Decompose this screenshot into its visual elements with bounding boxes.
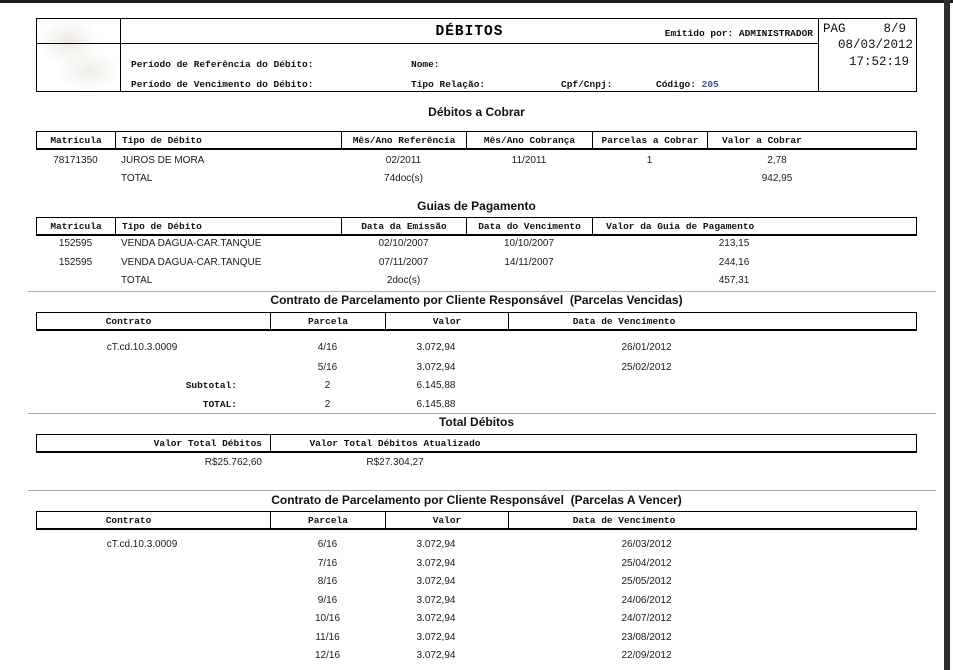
cell-total-label: TOTAL: xyxy=(202,398,237,410)
emitted-by-label: Emitido por: ADMINISTRADOR xyxy=(664,28,813,39)
table-row xyxy=(36,338,917,356)
cell-tipo-debito: JUROS DE MORA xyxy=(121,154,205,166)
cell-subtotal-count: 2 xyxy=(324,380,331,391)
cell-parcela: 8/16 xyxy=(317,575,338,587)
cell-total-label: TOTAL xyxy=(121,172,153,184)
table-row xyxy=(36,151,917,169)
cell-subtotal-label: Subtotal: xyxy=(185,380,237,391)
cell-matricula: 78171350 xyxy=(53,154,98,166)
section-divider xyxy=(28,291,936,292)
table-row xyxy=(36,591,917,609)
cell-data-vencimento: 26/01/2012 xyxy=(621,341,672,353)
cell-parcela: 7/16 xyxy=(317,557,338,569)
debitos-a-cobrar-header-row xyxy=(36,131,917,150)
cell-total-valor: 942,95 xyxy=(761,172,793,184)
column-header-contrato: Contrato xyxy=(37,313,271,329)
cell-tipo-debito: VENDA DAGUA-CAR.TANQUE xyxy=(121,256,262,268)
table-total-row xyxy=(36,169,917,187)
cell-data-vencimento: 10/10/2007 xyxy=(503,237,555,249)
table-row xyxy=(36,554,917,572)
cell-data-vencimento: 24/07/2012 xyxy=(621,612,672,624)
table-row xyxy=(36,253,917,271)
cell-contrato: cT.cd.10.3.0009 xyxy=(106,538,178,550)
cell-total-valor: 457,31 xyxy=(718,274,750,286)
codigo-value: 205 xyxy=(701,79,719,90)
report-title: DÉBITOS xyxy=(435,24,504,40)
section-title-debitos-a-cobrar: Débitos a Cobrar xyxy=(428,105,525,119)
header-divider-line xyxy=(37,43,818,44)
cell-matricula: 152595 xyxy=(58,256,93,268)
field-nome: Nome: xyxy=(411,59,440,70)
field-tipo-relacao: Tipo Relação: xyxy=(411,79,486,90)
report-time: 17:52:19 xyxy=(848,55,909,69)
codigo-label: Código: xyxy=(656,79,696,90)
parcelas-vencidas-header-row xyxy=(36,312,917,331)
table-row xyxy=(36,646,917,664)
cell-contrato: cT.cd.10.3.0009 xyxy=(106,341,178,353)
section-title-total-debitos: Total Débitos xyxy=(438,415,515,429)
column-header-valor: Valor xyxy=(386,313,509,329)
cell-data-vencimento: 25/04/2012 xyxy=(621,557,672,569)
window-top-border xyxy=(0,0,953,3)
section-divider xyxy=(28,490,936,491)
cell-valor-total-debitos: R$25.762,60 xyxy=(204,457,262,468)
column-header-tipo-debito: Tipo de Débito xyxy=(116,132,342,148)
page-label: PAG xyxy=(823,22,846,36)
parcelas-a-vencer-header-row xyxy=(36,511,917,530)
total-row xyxy=(36,395,917,413)
cell-valor: 3.072,94 xyxy=(416,649,456,661)
cell-valor: 3.072,94 xyxy=(416,612,456,624)
table-row xyxy=(36,628,917,646)
cell-data-vencimento: 25/02/2012 xyxy=(621,361,672,373)
table-row xyxy=(36,535,917,553)
field-periodo-vencimento: Período de Vencimento do Débito: xyxy=(131,79,314,90)
section-title-parcelas-a-vencer: Contrato de Parcelamento por Cliente Responsável (Parcelas A Vencer) xyxy=(271,493,682,507)
page-info-box xyxy=(818,19,916,91)
cell-parcela: 4/16 xyxy=(317,341,338,353)
column-header-valor-total-atualizado: Valor Total Débitos Atualizado xyxy=(309,437,481,449)
cell-data-emissao: 07/11/2007 xyxy=(378,256,429,268)
cell-data-vencimento: 24/06/2012 xyxy=(621,594,672,606)
cell-matricula: 152595 xyxy=(58,237,93,249)
column-header-data-emissao: Data da Emissão xyxy=(342,218,467,234)
section-title-guias-de-pagamento: Guias de Pagamento xyxy=(417,199,536,213)
column-header-tipo-debito: Tipo de Débito xyxy=(116,218,342,234)
table-row xyxy=(36,572,917,590)
cell-data-vencimento: 25/05/2012 xyxy=(621,575,672,587)
report-header-box xyxy=(36,18,917,92)
section-divider xyxy=(28,413,936,414)
cell-valor: 3.072,94 xyxy=(416,594,456,606)
column-header-matricula: Matrícula xyxy=(37,132,116,148)
cell-valor: 3.072,94 xyxy=(416,538,456,550)
cell-data-emissao: 02/10/2007 xyxy=(378,237,429,249)
cell-valor: 3.072,94 xyxy=(416,341,456,353)
cell-valor: 3.072,94 xyxy=(416,631,456,643)
report-date: 08/03/2012 xyxy=(837,38,913,52)
cell-valor-guia: 213,15 xyxy=(718,237,750,249)
cell-parcela: 6/16 xyxy=(317,538,338,550)
column-header-valor-a-cobrar: Valor a Cobrar xyxy=(722,134,802,146)
cell-parcela: 11/16 xyxy=(315,631,340,643)
section-title-parcelas-vencidas: Contrato de Parcelamento por Cliente Responsável (Parcelas Vencidas) xyxy=(270,293,683,307)
column-header-matricula: Matrícula xyxy=(37,218,116,234)
cell-parcela: 5/16 xyxy=(317,361,338,373)
vertical-scrollbar[interactable] xyxy=(944,0,950,670)
cell-total-valor: 6.145,88 xyxy=(416,398,456,410)
column-header-data-vencimento: Data do Vencimento xyxy=(467,218,593,234)
field-codigo xyxy=(656,79,719,90)
cell-valor: 3.072,94 xyxy=(416,361,456,373)
column-header-data-vencimento: Data de Vencimento xyxy=(572,315,676,327)
column-header-mes-ano-referencia: Mês/Ano Referência xyxy=(342,132,467,148)
column-header-valor-guia: Valor da Guia de Pagamento xyxy=(606,220,755,232)
column-header-parcela: Parcela xyxy=(271,313,386,329)
column-header-parcelas-a-cobrar: Parcelas a Cobrar xyxy=(593,132,708,148)
cell-tipo-debito: VENDA DAGUA-CAR.TANQUE xyxy=(121,237,262,249)
cell-total-count: 2 xyxy=(324,398,331,410)
column-header-valor-total: Valor Total Débitos xyxy=(37,435,271,451)
table-row xyxy=(36,234,917,252)
cell-mes-ano-referencia: 02/2011 xyxy=(385,154,422,166)
cell-data-vencimento: 23/08/2012 xyxy=(621,631,672,643)
cell-valor-guia: 244,16 xyxy=(718,256,750,268)
field-periodo-referencia: Período de Referência do Débito: xyxy=(131,59,314,70)
cell-total-label: TOTAL xyxy=(121,274,153,286)
cell-contrato xyxy=(36,358,270,376)
cell-data-vencimento: 26/03/2012 xyxy=(621,538,672,550)
cell-total-docs: 74doc(s) xyxy=(384,172,423,184)
column-header-parcela: Parcela xyxy=(271,512,386,528)
table-row xyxy=(36,609,917,627)
cell-valor: 3.072,94 xyxy=(416,575,456,587)
cell-parcela: 10/16 xyxy=(314,612,341,624)
table-row xyxy=(36,358,917,376)
column-header-valor: Valor xyxy=(386,512,509,528)
cell-mes-ano-cobranca: 11/2011 xyxy=(511,154,547,166)
cell-subtotal-valor: 6.145,88 xyxy=(416,380,456,391)
total-debitos-header-row xyxy=(36,434,917,453)
cell-parcela: 9/16 xyxy=(317,594,338,606)
cell-parcelas: 1 xyxy=(646,154,653,166)
cell-valor: 3.072,94 xyxy=(416,557,456,569)
cell-total-docs: 2doc(s) xyxy=(386,274,421,286)
cell-data-vencimento: 14/11/2007 xyxy=(504,256,554,268)
page-number: 8/9 xyxy=(883,22,906,36)
column-header-data-vencimento: Data de Vencimento xyxy=(572,514,676,526)
cell-valor-total-atualizado: R$27.304,27 xyxy=(366,457,424,468)
cell-valor: 2,78 xyxy=(767,154,787,166)
total-debitos-values-row xyxy=(36,454,917,471)
column-header-mes-ano-cobranca: Mês/Ano Cobrança xyxy=(467,132,593,148)
cell-parcela: 12/16 xyxy=(314,649,341,661)
subtotal-row xyxy=(36,377,917,394)
field-cpf-cnpj: Cpf/Cnpj: xyxy=(561,79,613,90)
column-header-contrato: Contrato xyxy=(37,512,271,528)
cell-data-vencimento: 22/09/2012 xyxy=(621,649,672,661)
company-logo xyxy=(37,19,121,91)
table-total-row xyxy=(36,271,917,289)
